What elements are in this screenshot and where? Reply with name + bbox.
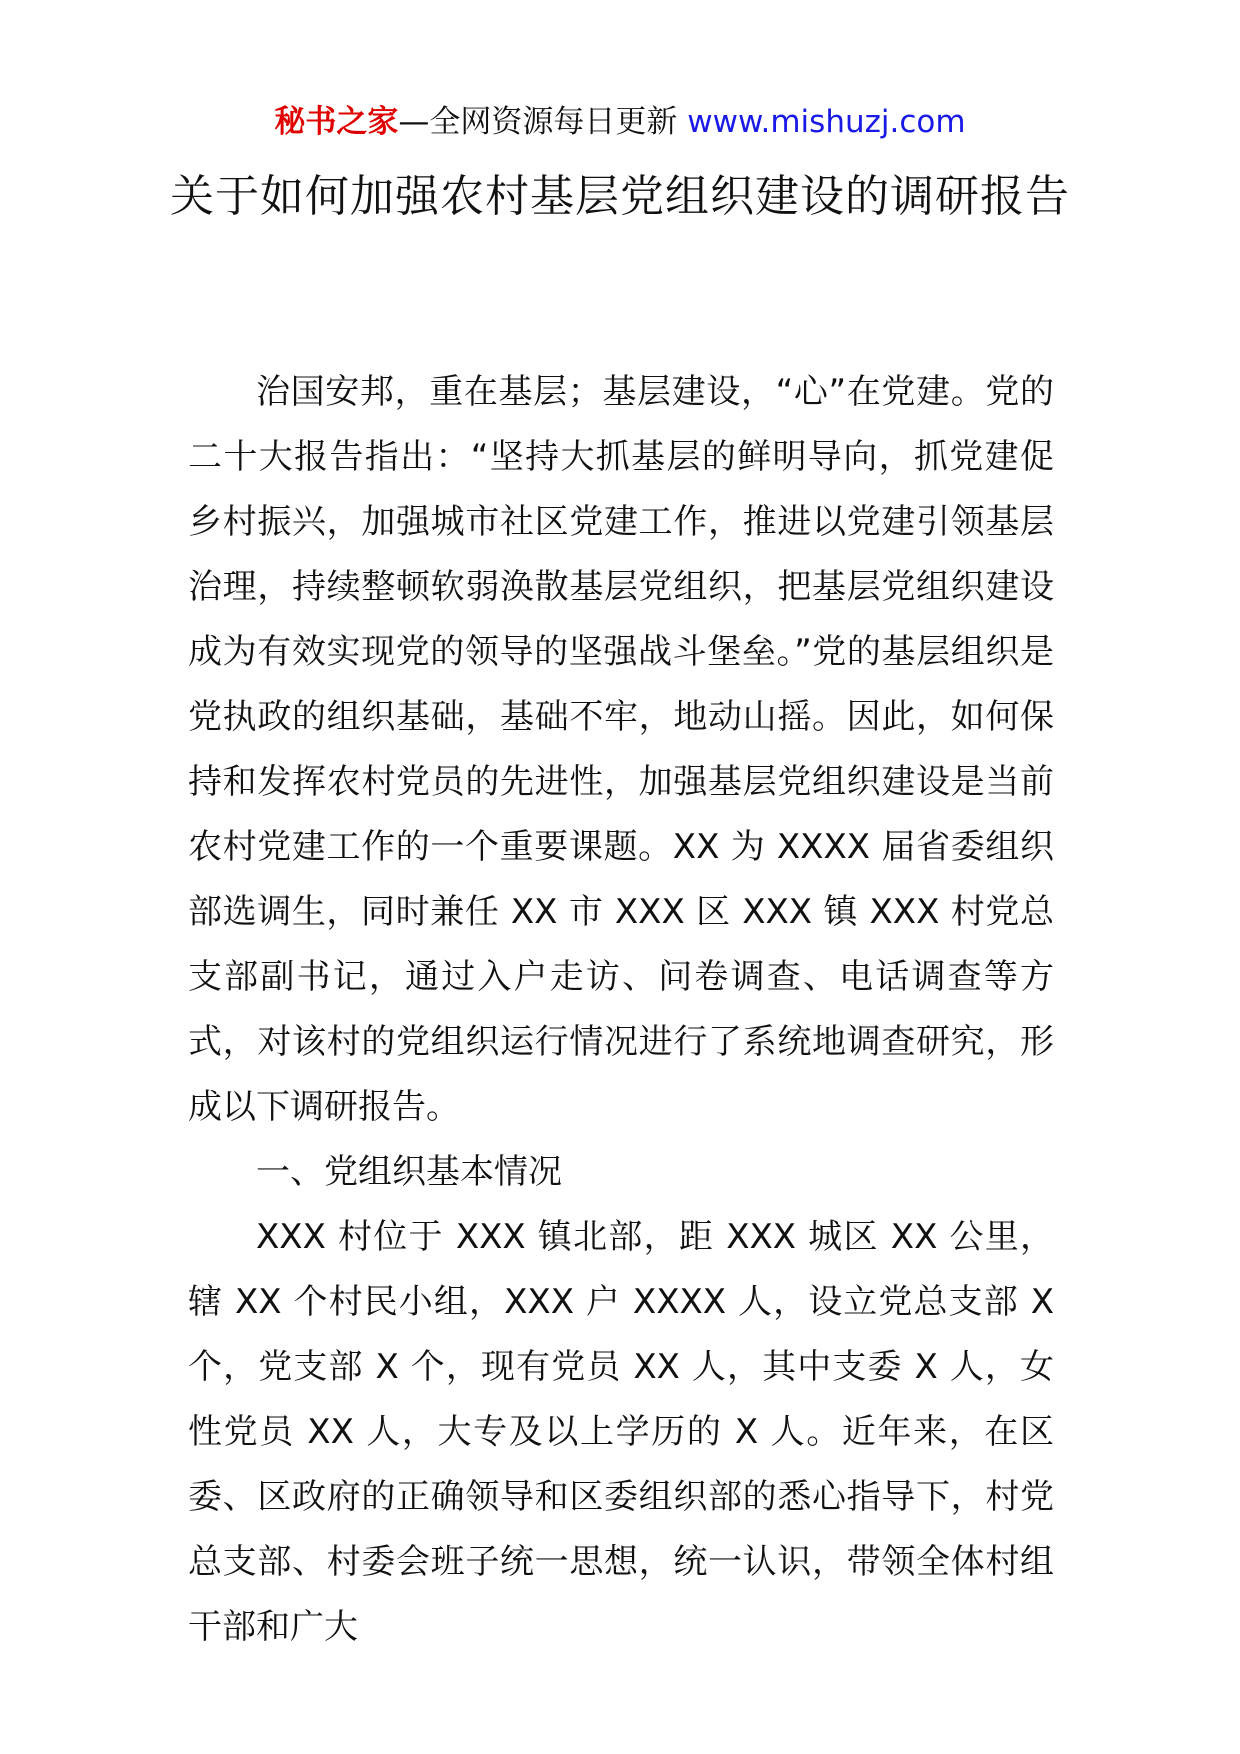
site-url-link[interactable]: www.mishuzj.com [687, 104, 966, 140]
site-brand: 秘书之家 [274, 104, 399, 140]
site-slogan: —全网资源每日更新 [398, 104, 678, 140]
section-heading: 一、党组织基本情况 [256, 1152, 562, 1192]
document-body [188, 360, 1054, 1660]
site-header [0, 102, 1240, 142]
document-title: 关于如何加强农村基层党组织建设的调研报告 [170, 171, 1070, 222]
intro-paragraph: 治国安邦，重在基层；基层建设，“心”在党建。党的二十大报告指出：“坚持大抓基层的鲜明导向，抓党建促乡村振兴，加强城市社区党建工作，推进以党建引领基层治理，持续整顿软弱涣散基层党组织，把基层党组织建设成为有效实现党的领导的坚强战斗堡垒。”党的基层组织是党执政的组织基础，基础不牢，地动山摇。因此，如何保持和发挥农村党员的先进性，加强基层党组织建设是当前农村党建工作的一个重要课题。XX 为 XXXX 届省委组织部选调生，同时兼任 XX 市 XXX 区 XXX 镇 XXX 村党总支部副书记，通过入户走访、问卷调查、电话调查等方式，对该村的党组织运行情况进行了系统地调查研究，形成以下调研报告。 [188, 372, 1054, 1127]
body-paragraph: XXX 村位于 XXX 镇北部，距 XXX 城区 XX 公里，辖 XX 个村民小组，XXX 户 XXXX 人，设立党总支部 X 个，党支部 X 个，现有党员 XX 人，其中支委 X 人，女性党员 XX 人，大专及以上学历的 X 人。近年来，在区委、区政府的正确领导和区委组织部的悉心指导下，村党总支部、村委会班子统一思想，统一认识，带领全体村组干部和广大 [188, 1217, 1054, 1647]
